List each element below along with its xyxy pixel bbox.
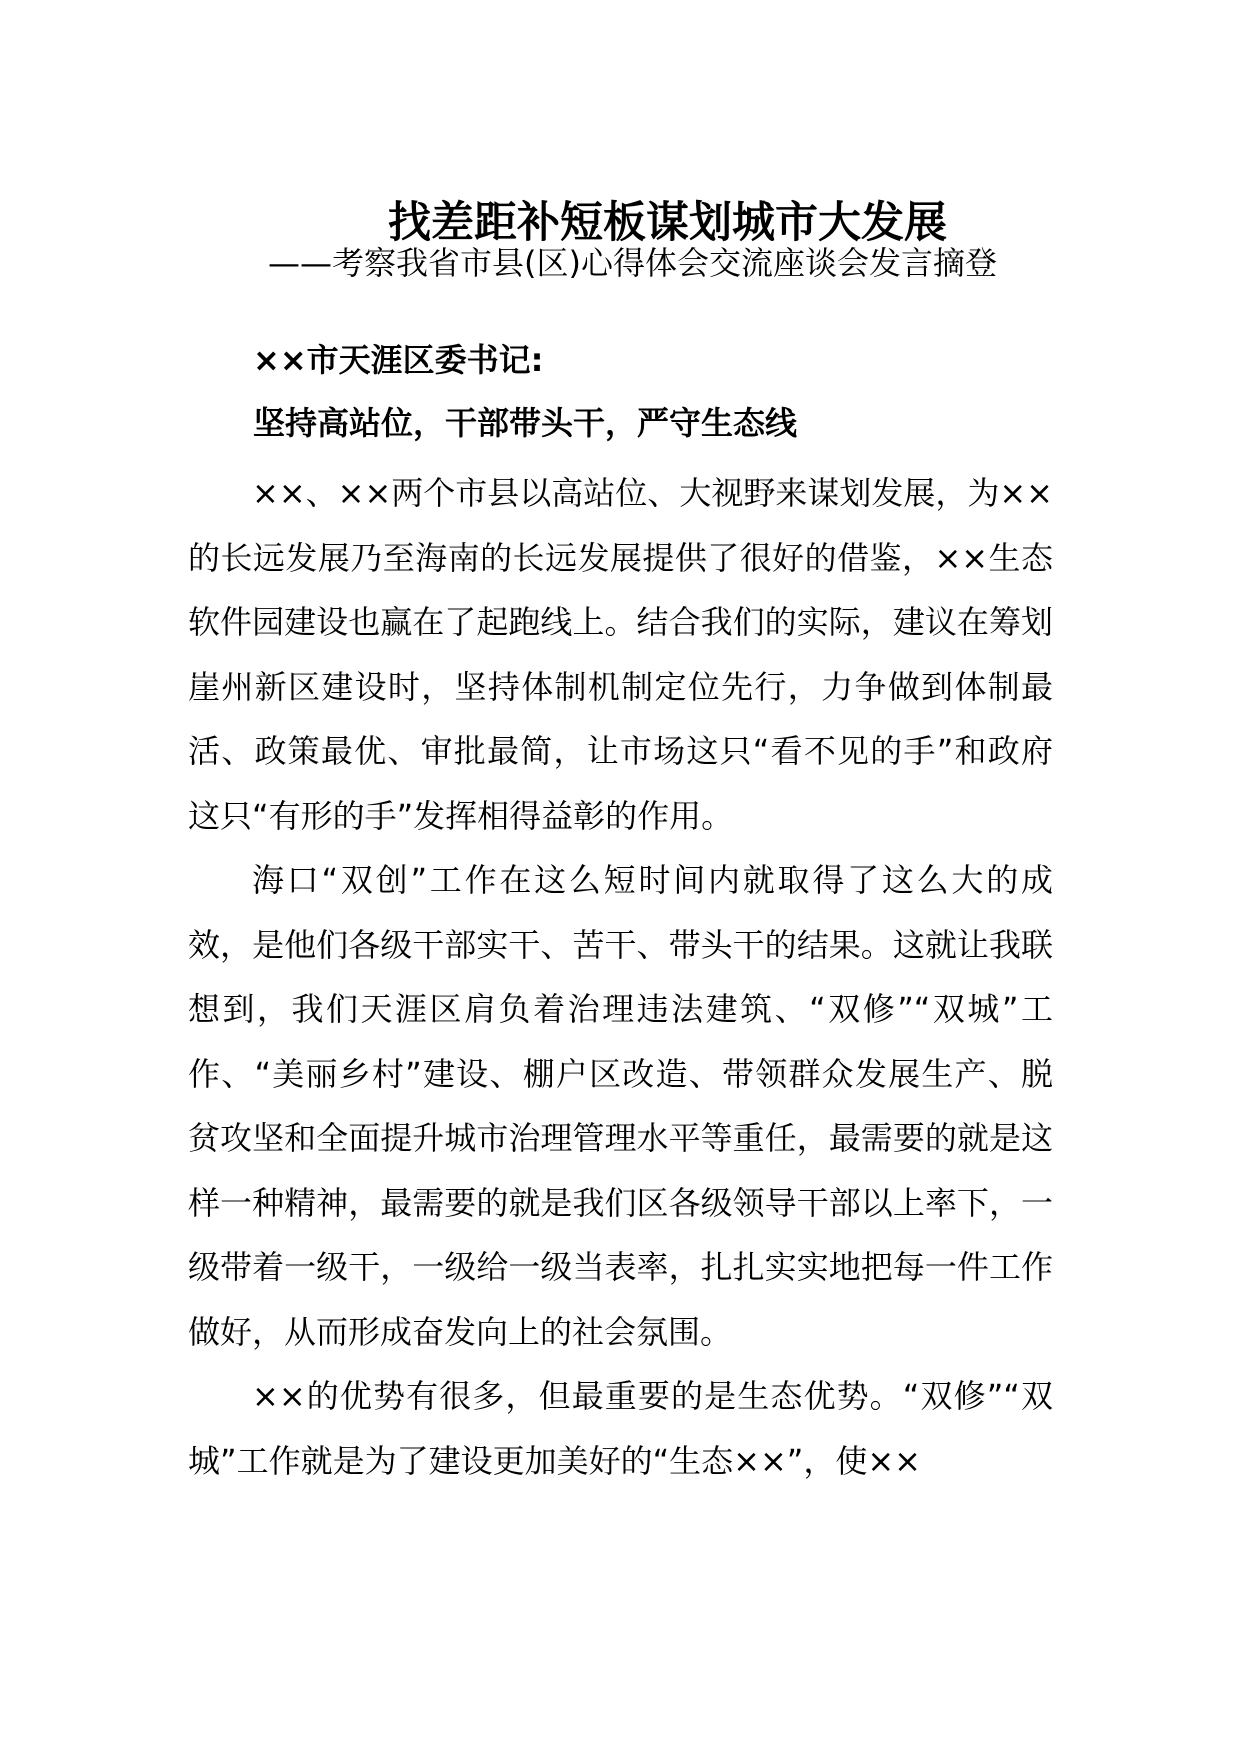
section-heading: 坚持高站位，干部带头干，严守生态线 <box>253 404 798 442</box>
document-subtitle: ——考察我省市县(区)心得体会交流座谈会发言摘登 <box>268 244 997 282</box>
body-text <box>188 461 1053 1493</box>
paragraph: ××的优势有很多，但最重要的是生态优势。“双修”“双城”工作就是为了建设更加美好的“生态××”，使×× <box>188 1377 1053 1480</box>
speaker-label: ××市天涯区委书记: <box>253 341 544 379</box>
paragraph: 海口“双创”工作在这么短时间内就取得了这么大的成效，是他们各级干部实干、苦干、带头干的结果。这就让我联想到，我们天涯区肩负着治理违法建筑、“双修”“双城”工作、“美丽乡村”建设、棚户区改造、带领群众发展生产、脱贫攻坚和全面提升城市治理管理水平等重任，最需要的就是这样一种精神，最需要的就是我们区各级领导干部以上率下，一级带着一级干，一级给一级当表率，扎扎实实地把每一件工作做好，从而形成奋发向上的社会氛围。 <box>188 861 1053 1351</box>
document-title: 找差距补短板谋划城市大发展 <box>388 198 947 248</box>
paragraph: ××、××两个市县以高站位、大视野来谋划发展，为××的长远发展乃至海南的长远发展提供了很好的借鉴，××生态软件园建设也赢在了起跑线上。结合我们的实际，建议在筹划崖州新区建设时，坚持体制机制定位先行，力争做到体制最活、政策最优、审批最简，让市场这只“看不见的手”和政府这只“有形的手”发挥相得益彰的作用。 <box>188 474 1053 835</box>
